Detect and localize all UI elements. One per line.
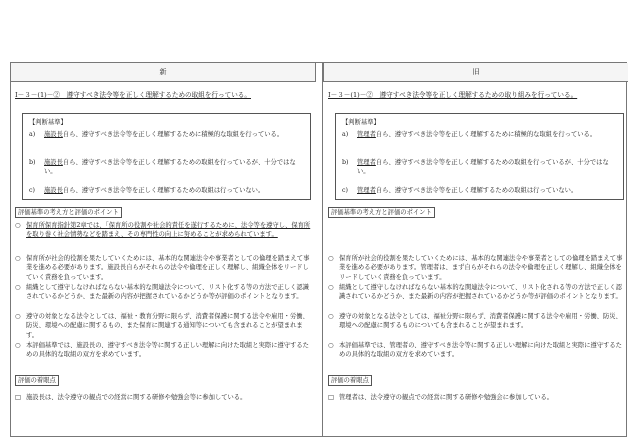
old-criteria-box: 【判断基準】 a) 管理者自ら、遵守すべき法令等を正しく理解するために積極的な取組を行っている。 b) 管理者自ら、遵守すべき法令等を正しく理解するための取組を行っているが、十分ではない。 c) 管理者自ら、遵守すべき法令等を正しく理解するための取組は行っていない。 bbox=[335, 113, 624, 200]
checkbox-icon: □ bbox=[15, 394, 21, 401]
column-header-new: 新 bbox=[11, 63, 316, 82]
column-header-old: 旧 bbox=[323, 63, 628, 82]
new-criteria-label: 【判断基準】 bbox=[29, 119, 67, 126]
checkbox-icon: □ bbox=[328, 394, 334, 401]
old-column: Ⅰ－３－(1)－② 遵守すべき法令等を正しく理解するための取り組みを行っている。 【判断基準】 a) 管理者自ら、遵守すべき法令等を正しく理解するために積極的な取組を行っている。 b) 管理者自ら、遵守すべき法令等を正しく理解するための取組を行っているが、十分ではない。 c) 管理者自ら、遵守すべき法令等を正しく理解するための取組は行っていない。 評価基準の考え方と評価のポイント ○ 保育所が社会的役割を果たしていくためには、基本的な関連法令や事業者としての倫理を踏まえて事業を進める必要があります。管理者は、まず自らがそれらの法令や倫理を正しく理解し、組織全体をリードしていく責務を負っています。 ○ 組織として遵守しなければならない基本的な関連法令について、リスト化される等の方法で正しく認識されているかどうか、また最新の内容が把握されているかどうか等が評価のポイントとなります。 ○ 遵守の対象となる法令としては、福祉分野に限らず、消費者保護に関する法令や雇用・労働、防災、環境への配慮に関するものについても含まれることが望まれます。 ○ 本評価基準では、管理者の、遵守すべき法令等に関する正しい理解に向けた取組と実際に遵守するための具体的な取組の双方を求めています。 評価の着眼点 □ 管理者は、法令遵守の観点での経営に関する研修や勉強会に参加している。 bbox=[328, 91, 623, 401]
old-criteria-label: 【判断基準】 bbox=[342, 119, 380, 126]
new-title: Ⅰ－３－(1)－② 遵守すべき法令等を正しく理解するための取組を行っている。 bbox=[15, 91, 251, 99]
column-gutter bbox=[316, 63, 323, 436]
comparison-table bbox=[10, 62, 627, 437]
new-column: Ⅰ－３－(1)－② 遵守すべき法令等を正しく理解するための取組を行っている。 【判断基準】 a) 施設長自ら、遵守すべき法令等を正しく理解するために積極的な取組を行っている。 b) 施設長自ら、遵守すべき法令等を正しく理解するための取組を行っているが、十分ではない。 c) 施設長自ら、遵守すべき法令等を正しく理解するための取組は行っていない。 評価基準の考え方と評価のポイント ○ 保育所保育指針第2章では、「保育所の役割や社会的責任を遂行するために、法令等を遵守し、保育所を取り巻く社会情勢などを踏まえ、その専門性の向上に努めることが求められています。 ○ 保育所が社会的役割を果たしていくためには、基本的な関連法令や事業者としての倫理を踏まえて事業を進める必要があります。施設長自らがそれらの法令や倫理を正しく理解し、組織全体をリードしていく責務を負っています。 ○ 組織として遵守しなければならない基本的な関連法令について、リスト化する等の方法で正しく認識されているかどうか、また最新の内容が把握されているかどうか等が評価のポイントとなります。 ○ 遵守の対象となる法令としては、福祉・教育分野に限らず、消費者保護に関する法令や雇用・労働、防災、環境への配慮に関するもの、また保育に関連する通知等についても含まれることが望まれます。 ○ 本評価基準では、施設長の、遵守すべき法令等に関する正しい理解に向けた取組と実際に遵守するための具体的な取組の双方を求めています。 評価の着眼点 □ 施設長は、法令遵守の観点での経営に関する研修や勉強会等に参加している。 bbox=[15, 91, 311, 401]
old-points-label: 評価基準の考え方と評価のポイント bbox=[328, 207, 435, 218]
old-title: Ⅰ－３－(1)－② 遵守すべき法令等を正しく理解するための取り組みを行っている。 bbox=[328, 91, 578, 99]
new-criteria-box: 【判断基準】 a) 施設長自ら、遵守すべき法令等を正しく理解するために積極的な取組を行っている。 b) 施設長自ら、遵守すべき法令等を正しく理解するための取組を行っているが、十分ではない。 c) 施設長自ら、遵守すべき法令等を正しく理解するための取組は行っていない。 bbox=[22, 113, 311, 200]
old-viewpoint-label: 評価の着眼点 bbox=[328, 375, 372, 386]
new-points-label: 評価基準の考え方と評価のポイント bbox=[15, 207, 122, 218]
new-viewpoint-label: 評価の着眼点 bbox=[15, 375, 59, 386]
